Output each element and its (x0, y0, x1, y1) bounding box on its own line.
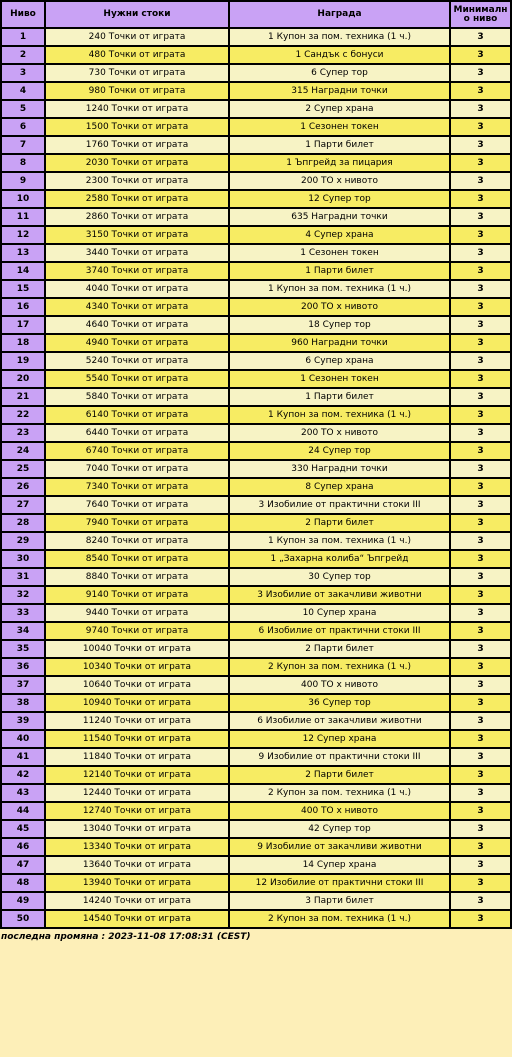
reward-cell: 200 ТО х нивото (229, 298, 450, 316)
reward-cell: 1 Парти билет (229, 388, 450, 406)
required-goods-cell: 13940 Точки от играта (45, 874, 229, 892)
table-row (1, 460, 511, 478)
required-goods-cell: 10040 Точки от играта (45, 640, 229, 658)
min-level-cell: 3 (450, 208, 511, 226)
level-cell: 16 (1, 298, 45, 316)
required-goods-cell: 10640 Точки от играта (45, 676, 229, 694)
required-goods-cell: 12140 Точки от играта (45, 766, 229, 784)
required-goods-cell: 1760 Точки от играта (45, 136, 229, 154)
reward-cell: 1 Парти билет (229, 262, 450, 280)
required-goods-cell: 2300 Точки от играта (45, 172, 229, 190)
required-goods-cell: 980 Точки от играта (45, 82, 229, 100)
min-level-cell: 3 (450, 64, 511, 82)
min-level-cell: 3 (450, 550, 511, 568)
table-row (1, 676, 511, 694)
table-row (1, 586, 511, 604)
reward-cell: 36 Супер тор (229, 694, 450, 712)
reward-cell: 2 Супер храна (229, 100, 450, 118)
required-goods-cell: 7640 Точки от играта (45, 496, 229, 514)
level-cell: 26 (1, 478, 45, 496)
table-row (1, 64, 511, 82)
level-cell: 4 (1, 82, 45, 100)
reward-cell: 400 ТО х нивото (229, 802, 450, 820)
level-cell: 34 (1, 622, 45, 640)
reward-cell: 1 Сезонен токен (229, 370, 450, 388)
table-row (1, 298, 511, 316)
min-level-cell: 3 (450, 694, 511, 712)
level-cell: 35 (1, 640, 45, 658)
required-goods-cell: 10340 Точки от играта (45, 658, 229, 676)
reward-cell: 6 Супер храна (229, 352, 450, 370)
min-level-cell: 3 (450, 388, 511, 406)
min-level-cell: 3 (450, 874, 511, 892)
table-row (1, 766, 511, 784)
table-row (1, 262, 511, 280)
table-row (1, 190, 511, 208)
table-row (1, 748, 511, 766)
reward-cell: 14 Супер храна (229, 856, 450, 874)
required-goods-cell: 4040 Точки от играта (45, 280, 229, 298)
min-level-cell: 3 (450, 910, 511, 928)
reward-cell: 8 Супер храна (229, 478, 450, 496)
required-goods-cell: 9140 Точки от играта (45, 586, 229, 604)
table-header-row (1, 1, 511, 28)
level-cell: 48 (1, 874, 45, 892)
table-row (1, 730, 511, 748)
reward-cell: 1 Купон за пом. техника (1 ч.) (229, 28, 450, 46)
level-cell: 10 (1, 190, 45, 208)
min-level-cell: 3 (450, 892, 511, 910)
header-required-goods: Нужни стоки (45, 1, 229, 28)
table-row (1, 118, 511, 136)
table-row (1, 874, 511, 892)
required-goods-cell: 8840 Точки от играта (45, 568, 229, 586)
min-level-cell: 3 (450, 82, 511, 100)
header-level: Ниво (1, 1, 45, 28)
required-goods-cell: 11240 Точки от играта (45, 712, 229, 730)
table-row (1, 658, 511, 676)
required-goods-cell: 14540 Точки от играта (45, 910, 229, 928)
table-row (1, 82, 511, 100)
min-level-cell: 3 (450, 406, 511, 424)
reward-cell: 3 Изобилие от практични стоки III (229, 496, 450, 514)
required-goods-cell: 5240 Точки от играта (45, 352, 229, 370)
table-body (1, 28, 511, 928)
reward-cell: 2 Купон за пом. техника (1 ч.) (229, 658, 450, 676)
required-goods-cell: 3440 Точки от играта (45, 244, 229, 262)
required-goods-cell: 12440 Точки от играта (45, 784, 229, 802)
min-level-cell: 3 (450, 316, 511, 334)
level-cell: 5 (1, 100, 45, 118)
required-goods-cell: 7040 Точки от играта (45, 460, 229, 478)
table-row (1, 838, 511, 856)
level-cell: 17 (1, 316, 45, 334)
table-row (1, 334, 511, 352)
min-level-cell: 3 (450, 676, 511, 694)
required-goods-cell: 13640 Точки от играта (45, 856, 229, 874)
min-level-cell: 3 (450, 262, 511, 280)
table-row (1, 172, 511, 190)
level-cell: 31 (1, 568, 45, 586)
level-cell: 29 (1, 532, 45, 550)
required-goods-cell: 4940 Точки от играта (45, 334, 229, 352)
reward-cell: 200 ТО х нивото (229, 172, 450, 190)
level-cell: 41 (1, 748, 45, 766)
required-goods-cell: 6740 Точки от играта (45, 442, 229, 460)
table-row (1, 784, 511, 802)
required-goods-cell: 240 Точки от играта (45, 28, 229, 46)
table-row (1, 856, 511, 874)
table-row (1, 568, 511, 586)
reward-cell: 4 Супер храна (229, 226, 450, 244)
level-cell: 47 (1, 856, 45, 874)
table-row (1, 496, 511, 514)
table-row (1, 370, 511, 388)
level-cell: 3 (1, 64, 45, 82)
required-goods-cell: 480 Точки от играта (45, 46, 229, 64)
min-level-cell: 3 (450, 352, 511, 370)
min-level-cell: 3 (450, 802, 511, 820)
reward-cell: 2 Парти билет (229, 766, 450, 784)
reward-cell: 30 Супер тор (229, 568, 450, 586)
reward-cell: 1 Сандък с бонуси (229, 46, 450, 64)
min-level-cell: 3 (450, 28, 511, 46)
reward-cell: 9 Изобилие от практични стоки III (229, 748, 450, 766)
table-row (1, 280, 511, 298)
reward-cell: 2 Парти билет (229, 640, 450, 658)
reward-cell: 635 Наградни точки (229, 208, 450, 226)
level-cell: 30 (1, 550, 45, 568)
level-cell: 12 (1, 226, 45, 244)
level-cell: 9 (1, 172, 45, 190)
min-level-cell: 3 (450, 442, 511, 460)
table-row (1, 46, 511, 64)
table-row (1, 316, 511, 334)
table-row (1, 802, 511, 820)
table-row (1, 406, 511, 424)
reward-cell: 12 Изобилие от практични стоки III (229, 874, 450, 892)
level-cell: 1 (1, 28, 45, 46)
required-goods-cell: 4640 Точки от играта (45, 316, 229, 334)
level-cell: 20 (1, 370, 45, 388)
level-cell: 22 (1, 406, 45, 424)
min-level-cell: 3 (450, 136, 511, 154)
reward-cell: 1 Сезонен токен (229, 244, 450, 262)
table-row (1, 892, 511, 910)
min-level-cell: 3 (450, 496, 511, 514)
reward-cell: 400 ТО х нивото (229, 676, 450, 694)
table-row (1, 442, 511, 460)
min-level-cell: 3 (450, 298, 511, 316)
min-level-cell: 3 (450, 460, 511, 478)
min-level-cell: 3 (450, 334, 511, 352)
min-level-cell: 3 (450, 172, 511, 190)
reward-cell: 1 Купон за пом. техника (1 ч.) (229, 280, 450, 298)
min-level-cell: 3 (450, 532, 511, 550)
level-cell: 8 (1, 154, 45, 172)
table-row (1, 478, 511, 496)
required-goods-cell: 14240 Точки от играта (45, 892, 229, 910)
reward-cell: 6 Изобилие от практични стоки III (229, 622, 450, 640)
last-modified: последна промяна : 2023-11-08 17:08:31 (CEST) (1, 932, 251, 942)
table-row (1, 100, 511, 118)
required-goods-cell: 1500 Точки от играта (45, 118, 229, 136)
reward-cell: 315 Наградни точки (229, 82, 450, 100)
required-goods-cell: 2860 Точки от играта (45, 208, 229, 226)
level-cell: 43 (1, 784, 45, 802)
required-goods-cell: 4340 Точки от играта (45, 298, 229, 316)
required-goods-cell: 9440 Точки от играта (45, 604, 229, 622)
required-goods-cell: 11840 Точки от играта (45, 748, 229, 766)
required-goods-cell: 9740 Точки от играта (45, 622, 229, 640)
level-cell: 11 (1, 208, 45, 226)
level-cell: 27 (1, 496, 45, 514)
min-level-cell: 3 (450, 712, 511, 730)
table-row (1, 532, 511, 550)
min-level-cell: 3 (450, 784, 511, 802)
min-level-cell: 3 (450, 820, 511, 838)
reward-cell: 6 Изобилие от закачливи животни (229, 712, 450, 730)
table-row (1, 226, 511, 244)
reward-cell: 1 Купон за пом. техника (1 ч.) (229, 406, 450, 424)
required-goods-cell: 3150 Точки от играта (45, 226, 229, 244)
min-level-cell: 3 (450, 118, 511, 136)
min-level-cell: 3 (450, 604, 511, 622)
level-cell: 49 (1, 892, 45, 910)
min-level-cell: 3 (450, 514, 511, 532)
table-row (1, 622, 511, 640)
level-cell: 39 (1, 712, 45, 730)
table-row (1, 910, 511, 928)
min-level-cell: 3 (450, 568, 511, 586)
reward-cell: 24 Супер тор (229, 442, 450, 460)
level-cell: 14 (1, 262, 45, 280)
level-cell: 19 (1, 352, 45, 370)
level-cell: 38 (1, 694, 45, 712)
required-goods-cell: 8240 Точки от играта (45, 532, 229, 550)
reward-cell: 1 Сезонен токен (229, 118, 450, 136)
header-reward: Награда (229, 1, 450, 28)
min-level-cell: 3 (450, 424, 511, 442)
required-goods-cell: 6140 Точки от играта (45, 406, 229, 424)
required-goods-cell: 7340 Точки от играта (45, 478, 229, 496)
required-goods-cell: 11540 Точки от играта (45, 730, 229, 748)
reward-cell: 1 „Захарна колиба“ Ъпгрейд (229, 550, 450, 568)
level-cell: 25 (1, 460, 45, 478)
level-cell: 28 (1, 514, 45, 532)
level-cell: 46 (1, 838, 45, 856)
level-cell: 23 (1, 424, 45, 442)
table-row (1, 154, 511, 172)
required-goods-cell: 2030 Точки от играта (45, 154, 229, 172)
level-cell: 13 (1, 244, 45, 262)
level-cell: 44 (1, 802, 45, 820)
level-cell: 45 (1, 820, 45, 838)
table-row (1, 136, 511, 154)
min-level-cell: 3 (450, 622, 511, 640)
reward-cell: 6 Супер тор (229, 64, 450, 82)
table-row (1, 640, 511, 658)
reward-cell: 1 Парти билет (229, 136, 450, 154)
reward-cell: 1 Ъпгрейд за пицария (229, 154, 450, 172)
level-cell: 37 (1, 676, 45, 694)
level-cell: 50 (1, 910, 45, 928)
table-row (1, 244, 511, 262)
min-level-cell: 3 (450, 766, 511, 784)
reward-cell: 9 Изобилие от закачливи животни (229, 838, 450, 856)
reward-cell: 12 Супер храна (229, 730, 450, 748)
required-goods-cell: 7940 Точки от играта (45, 514, 229, 532)
min-level-cell: 3 (450, 856, 511, 874)
required-goods-cell: 5840 Точки от играта (45, 388, 229, 406)
min-level-cell: 3 (450, 586, 511, 604)
table-row (1, 28, 511, 46)
reward-cell: 330 Наградни точки (229, 460, 450, 478)
required-goods-cell: 10940 Точки от играта (45, 694, 229, 712)
min-level-cell: 3 (450, 226, 511, 244)
table-row (1, 352, 511, 370)
required-goods-cell: 730 Точки от играта (45, 64, 229, 82)
required-goods-cell: 2580 Точки от играта (45, 190, 229, 208)
reward-cell: 2 Купон за пом. техника (1 ч.) (229, 910, 450, 928)
level-cell: 18 (1, 334, 45, 352)
table-row (1, 712, 511, 730)
min-level-cell: 3 (450, 280, 511, 298)
min-level-cell: 3 (450, 190, 511, 208)
min-level-cell: 3 (450, 640, 511, 658)
min-level-cell: 3 (450, 100, 511, 118)
required-goods-cell: 5540 Точки от играта (45, 370, 229, 388)
reward-cell: 3 Изобилие от закачливи животни (229, 586, 450, 604)
level-cell: 36 (1, 658, 45, 676)
required-goods-cell: 6440 Точки от играта (45, 424, 229, 442)
min-level-cell: 3 (450, 748, 511, 766)
reward-cell: 10 Супер храна (229, 604, 450, 622)
reward-cell: 200 ТО х нивото (229, 424, 450, 442)
table-row (1, 388, 511, 406)
table-row (1, 604, 511, 622)
level-cell: 40 (1, 730, 45, 748)
required-goods-cell: 3740 Точки от играта (45, 262, 229, 280)
level-cell: 32 (1, 586, 45, 604)
table-row (1, 820, 511, 838)
table-row (1, 550, 511, 568)
level-cell: 21 (1, 388, 45, 406)
min-level-cell: 3 (450, 478, 511, 496)
reward-cell: 12 Супер тор (229, 190, 450, 208)
table-row (1, 514, 511, 532)
reward-cell: 3 Парти билет (229, 892, 450, 910)
min-level-cell: 3 (450, 730, 511, 748)
required-goods-cell: 13340 Точки от играта (45, 838, 229, 856)
table-row (1, 208, 511, 226)
min-level-cell: 3 (450, 838, 511, 856)
required-goods-cell: 1240 Точки от играта (45, 100, 229, 118)
header-min-level: Минимално ниво (450, 1, 511, 28)
level-cell: 42 (1, 766, 45, 784)
level-cell: 2 (1, 46, 45, 64)
reward-cell: 2 Купон за пом. техника (1 ч.) (229, 784, 450, 802)
reward-cell: 18 Супер тор (229, 316, 450, 334)
min-level-cell: 3 (450, 244, 511, 262)
min-level-cell: 3 (450, 658, 511, 676)
reward-cell: 42 Супер тор (229, 820, 450, 838)
reward-cell: 960 Наградни точки (229, 334, 450, 352)
required-goods-cell: 12740 Точки от играта (45, 802, 229, 820)
reward-cell: 2 Парти билет (229, 514, 450, 532)
reward-cell: 1 Купон за пом. техника (1 ч.) (229, 532, 450, 550)
required-goods-cell: 8540 Точки от играта (45, 550, 229, 568)
level-cell: 15 (1, 280, 45, 298)
level-cell: 6 (1, 118, 45, 136)
min-level-cell: 3 (450, 154, 511, 172)
level-cell: 7 (1, 136, 45, 154)
required-goods-cell: 13040 Точки от играта (45, 820, 229, 838)
min-level-cell: 3 (450, 370, 511, 388)
min-level-cell: 3 (450, 46, 511, 64)
table-row (1, 694, 511, 712)
table-row (1, 424, 511, 442)
level-cell: 33 (1, 604, 45, 622)
level-cell: 24 (1, 442, 45, 460)
